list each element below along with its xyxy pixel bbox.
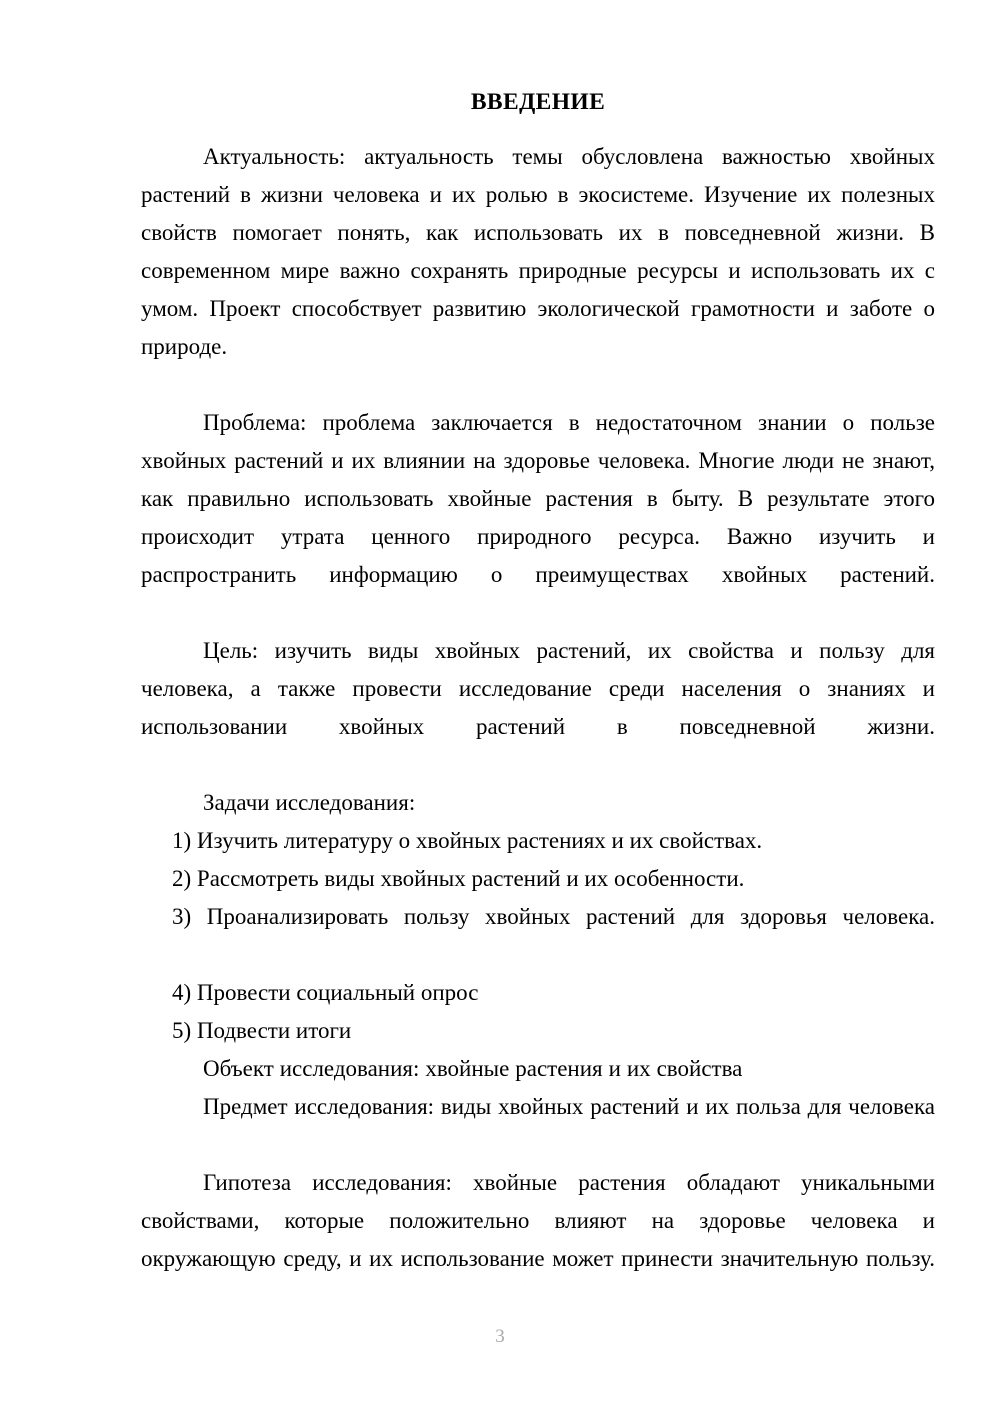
list-item: 5) Подвести итоги	[172, 1018, 352, 1044]
paragraph-relevance: Актуальность: актуальность темы обусловлена важностью хвойных растений в жизни человека и их ролью в экосистеме. Изучение их полезных свойств помогает понять, как использовать их в повседневной жизни. В современном мире важно сохранять природные ресурсы и использовать их с умом. Проект способствует развитию экологической грамотности и заботе о природе.	[141, 144, 935, 360]
paragraph-goal: Цель: изучить виды хвойных растений, их свойства и пользу для человека, а также провести исследование среди населения о знаниях и использовании хвойных растений в повседневной жизни.	[141, 638, 935, 740]
list-item: 2) Рассмотреть виды хвойных растений и их особенности.	[172, 866, 745, 892]
paragraph-object: Объект исследования: хвойные растения и их свойства	[203, 1056, 743, 1082]
paragraph-hypothesis: Гипотеза исследования: хвойные растения обладают уникальными свойствами, которые положительно влияют на здоровье человека и окружающую среду, и их использование может принести значительную пользу.	[141, 1170, 935, 1272]
list-item: 3) Проанализировать пользу хвойных растений для здоровья человека.	[172, 904, 935, 930]
paragraph-subject: Предмет исследования: виды хвойных растений и их польза для человека	[203, 1094, 935, 1120]
page-title: ВВЕДЕНИЕ	[470, 89, 606, 115]
document-body	[141, 88, 935, 1316]
list-item: 4) Провести социальный опрос	[172, 980, 479, 1006]
list-item: 1) Изучить литературу о хвойных растениях и их свойствах.	[172, 828, 763, 854]
page-number: 3	[495, 1326, 505, 1347]
tasks-heading: Задачи исследования:	[203, 790, 416, 816]
paragraph-problem: Проблема: проблема заключается в недостаточном знании о пользе хвойных растений и их влиянии на здоровье человека. Многие люди не знают, как правильно использовать хвойные растения в быту. В результате этого происходит утрата ценного природного ресурса. Важно изучить и распространить информацию о преимуществах хвойных растений.	[141, 410, 935, 588]
